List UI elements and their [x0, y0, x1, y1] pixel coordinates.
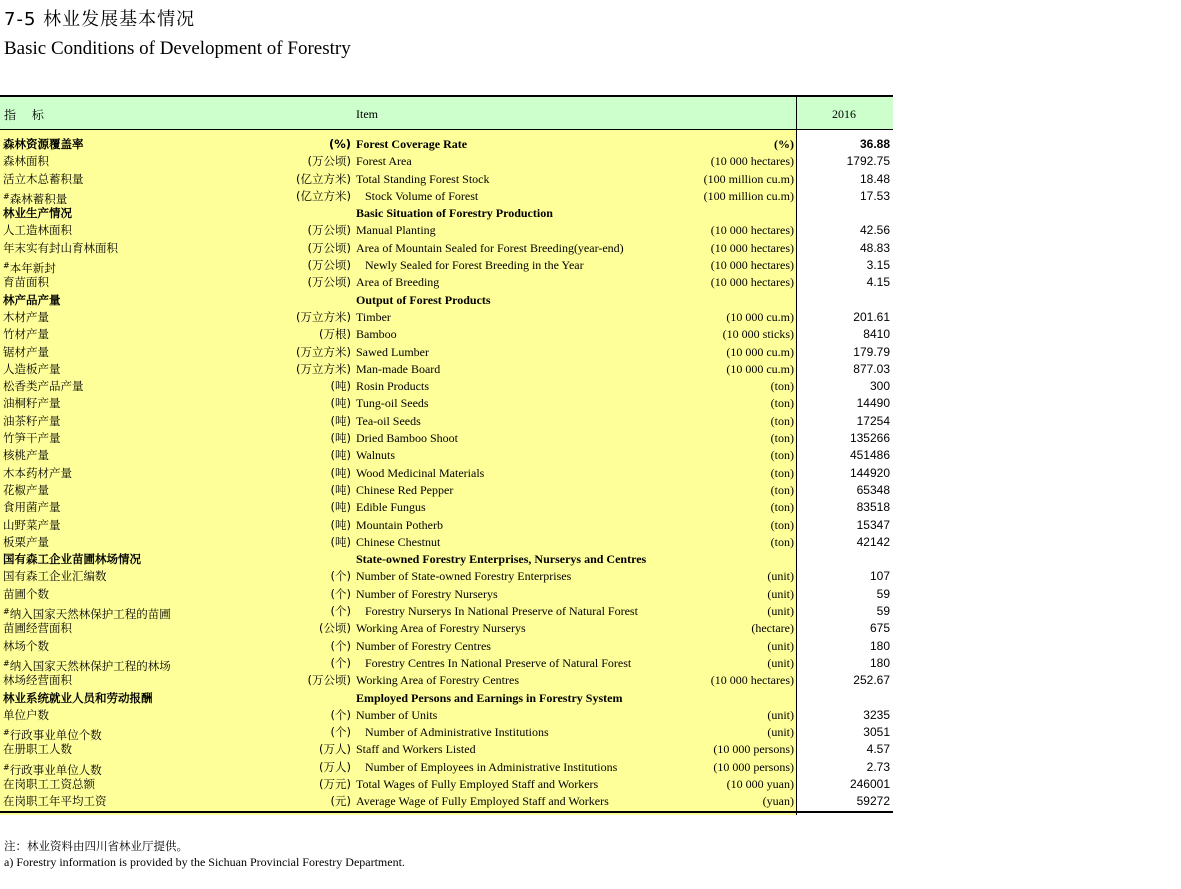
row-label-cn	[3, 690, 153, 707]
row-label-cn	[3, 793, 107, 810]
row-label-cn-text: 花椒产量	[3, 482, 49, 497]
row-unit-cn: (万公顷)	[307, 154, 351, 169]
row-unit-en: (10 000 cu.m)	[726, 344, 794, 359]
section-row	[0, 690, 893, 707]
table-row	[0, 534, 893, 551]
row-label-en: Basic Situation of Forestry Production	[356, 206, 553, 221]
row-label-cn	[3, 274, 49, 291]
row-label-cn-text: 森林资源覆盖率	[3, 137, 84, 151]
page-title-en: Basic Conditions of Development of Forestry	[4, 38, 351, 59]
row-label-en: Chinese Red Pepper	[356, 482, 454, 497]
row-unit-cn: (吨)	[330, 482, 351, 497]
row-unit-en: (ton)	[770, 379, 794, 394]
row-unit-en: (10 000 hectares)	[710, 240, 794, 255]
row-label-cn	[3, 222, 72, 239]
table-row	[0, 655, 893, 672]
row-label-en: Stock Volume of Forest	[365, 188, 479, 203]
row-unit-en: (10 000 cu.m)	[726, 309, 794, 324]
row-label-cn	[3, 517, 61, 534]
row-label-en: Forest Coverage Rate	[356, 137, 468, 151]
row-unit-cn: (吨)	[330, 517, 351, 532]
table-row	[0, 672, 893, 689]
table-row	[0, 741, 893, 758]
row-value: 14490	[856, 396, 890, 411]
row-unit-en: (ton)	[770, 431, 794, 446]
row-label-en: Bamboo	[356, 327, 397, 342]
row-label-cn-text: 人造板产量	[3, 361, 61, 376]
header-year: 2016	[832, 107, 856, 121]
row-marker: #	[3, 762, 10, 772]
row-value: 1792.75	[846, 154, 890, 169]
row-value: 17.53	[859, 188, 890, 203]
table-row	[0, 620, 893, 637]
row-label-cn	[3, 586, 49, 603]
row-marker: #	[3, 728, 10, 738]
row-label-cn-text: 林场经营面积	[3, 673, 72, 688]
table-header	[0, 97, 893, 130]
table-bottom-rule	[0, 811, 893, 813]
row-label-en: Timber	[356, 309, 391, 324]
row-label-cn-text: 行政事业单位人数	[9, 762, 102, 777]
row-label-cn	[3, 395, 61, 412]
row-label-en: Number of Units	[356, 707, 438, 722]
row-unit-en: (unit)	[767, 655, 794, 670]
row-label-cn-text: 本年新封	[9, 261, 56, 276]
row-value: 179.79	[853, 344, 890, 359]
row-label-cn-text: 林业系统就业人员和劳动报酬	[3, 690, 153, 705]
header-item: Item	[356, 107, 378, 121]
row-label-en: Area of Breeding	[356, 275, 440, 290]
row-value: 252.67	[853, 673, 890, 688]
row-unit-cn: (亿立方米)	[296, 188, 351, 203]
table-row	[0, 603, 893, 620]
row-unit-cn: (万人)	[319, 742, 351, 757]
row-unit-en: (100 million cu.m)	[703, 171, 794, 186]
row-unit-cn: (吨)	[330, 465, 351, 480]
row-label-en: State-owned Forestry Enterprises, Nurserys and Centres	[356, 552, 647, 567]
row-label-cn-text: 在册职工人数	[3, 742, 72, 757]
page-title-cn: 7-5 林业发展基本情况	[4, 9, 196, 30]
row-label-en: Mountain Potherb	[356, 517, 443, 532]
row-label-en: Forest Area	[356, 154, 412, 169]
row-label-en: Rosin Products	[356, 379, 430, 394]
row-label-en: Dried Bamboo Shoot	[356, 431, 458, 446]
row-label-cn-text: 在岗职工年平均工资	[3, 794, 107, 809]
row-value: 180	[869, 638, 890, 653]
section-row	[0, 292, 893, 309]
row-label-cn-text: 林产品产量	[3, 292, 61, 307]
row-label-cn-text: 林场个数	[3, 638, 49, 653]
row-value: 59	[876, 604, 890, 619]
row-unit-cn: (万立方米)	[296, 361, 351, 376]
row-unit-en: (ton)	[770, 448, 794, 463]
row-label-cn-text: 核桃产量	[3, 448, 49, 463]
row-label-cn-text: 木材产量	[3, 309, 49, 324]
row-label-cn-text: 国有森工企业苗圃林场情况	[3, 552, 141, 567]
row-label-cn-text: 苗圃经营面积	[3, 621, 72, 636]
table-row	[0, 378, 893, 395]
row-value: 451486	[849, 448, 890, 463]
row-value: 8410	[863, 327, 890, 342]
row-unit-cn: (吨)	[330, 448, 351, 463]
row-value: 135266	[849, 431, 890, 446]
row-unit-en: (ton)	[770, 465, 794, 480]
table-row	[0, 240, 893, 257]
row-unit-en: (ton)	[770, 413, 794, 428]
row-label-en: Number of State-owned Forestry Enterprises	[356, 569, 572, 584]
row-unit-cn: (万公顷)	[307, 673, 351, 688]
section-row	[0, 205, 893, 222]
row-label-cn	[3, 413, 61, 430]
table-row	[0, 326, 893, 343]
table-row	[0, 361, 893, 378]
row-value: 3051	[863, 725, 890, 740]
row-label-cn-text: 活立木总蓄积量	[3, 171, 84, 186]
row-label-cn-text: 竹材产量	[3, 327, 49, 342]
row-unit-en: (ton)	[770, 500, 794, 515]
row-label-en: Total Standing Forest Stock	[356, 171, 490, 186]
row-unit-cn: (公顷)	[319, 621, 351, 636]
row-label-cn-text: 山野菜产量	[3, 517, 61, 532]
row-label-cn	[3, 240, 118, 257]
row-label-en: Walnuts	[356, 448, 396, 463]
row-label-en: Staff and Workers Listed	[356, 742, 476, 757]
row-label-cn-text: 年末实有封山育林面积	[3, 240, 118, 255]
row-unit-en: (ton)	[770, 517, 794, 532]
table-row	[0, 638, 893, 655]
row-value: 180	[869, 655, 890, 670]
row-label-cn-text: 苗圃个数	[3, 586, 49, 601]
row-label-en: Newly Sealed for Forest Breeding in the Year	[365, 258, 584, 273]
row-label-cn	[3, 741, 72, 758]
row-unit-en: (100 million cu.m)	[703, 188, 794, 203]
row-label-cn-text: 森林蓄积量	[9, 191, 68, 206]
row-unit-en: (10 000 yuan)	[726, 776, 794, 791]
row-label-cn	[3, 447, 49, 464]
row-label-cn-text: 竹笋干产量	[3, 431, 61, 446]
row-unit-cn: (元)	[330, 794, 351, 809]
row-unit-cn: (亿立方米)	[296, 171, 351, 186]
row-unit-en: (10 000 hectares)	[710, 223, 794, 238]
row-label-en: Number of Employees in Administrative Institutions	[365, 759, 618, 774]
table-row	[0, 707, 893, 724]
row-label-en: Chinese Chestnut	[356, 534, 441, 549]
row-label-cn	[3, 534, 49, 551]
row-value: 3.15	[866, 258, 890, 273]
row-label-cn	[3, 638, 49, 655]
row-label-cn	[3, 378, 84, 395]
header-indicator-cn: 指 标	[4, 108, 50, 122]
row-label-cn-text: 林业生产情况	[3, 206, 72, 221]
row-label-cn-text: 人工造林面积	[3, 223, 72, 238]
row-label-cn-text: 行政事业单位个数	[9, 728, 102, 743]
row-value: 144920	[849, 465, 890, 480]
row-unit-en: (unit)	[767, 707, 794, 722]
table-row	[0, 447, 893, 464]
footnote-cn: 注：林业资料由四川省林业厅提供。	[4, 839, 188, 853]
row-value: 65348	[856, 482, 890, 497]
row-unit-en: (unit)	[767, 638, 794, 653]
table-row	[0, 430, 893, 447]
row-unit-cn: (万公顷)	[307, 258, 351, 273]
row-unit-cn: (万公顷)	[307, 275, 351, 290]
row-unit-cn: (%)	[328, 137, 351, 151]
row-label-cn-text: 食用菌产量	[3, 500, 61, 515]
row-unit-cn: (个)	[330, 638, 351, 653]
row-label-cn-text: 油茶籽产量	[3, 413, 61, 428]
row-unit-en: (yuan)	[762, 794, 794, 809]
row-unit-en: (10 000 hectares)	[710, 154, 794, 169]
row-label-cn	[3, 153, 49, 170]
row-label-en: Employed Persons and Earnings in Forestry System	[356, 690, 623, 705]
table-row	[0, 413, 893, 430]
row-unit-cn: (吨)	[330, 379, 351, 394]
row-label-cn	[3, 292, 61, 309]
row-unit-cn: (吨)	[330, 396, 351, 411]
table-row	[0, 776, 893, 793]
row-unit-en: (10 000 persons)	[713, 742, 794, 757]
row-value: 36.88	[859, 137, 890, 151]
row-value: 15347	[856, 517, 890, 532]
row-value: 18.48	[859, 171, 890, 186]
row-label-en: Forestry Nurserys In National Preserve of Natural Forest	[365, 604, 638, 619]
table-row	[0, 171, 893, 188]
row-label-cn	[3, 776, 95, 793]
table-body	[0, 130, 893, 811]
table-row	[0, 586, 893, 603]
row-unit-en: (10 000 cu.m)	[726, 361, 794, 376]
row-marker: #	[3, 658, 10, 668]
row-label-cn	[3, 551, 141, 568]
row-unit-en: (10 000 persons)	[713, 759, 794, 774]
row-label-cn	[3, 171, 84, 188]
row-label-en: Number of Forestry Nurserys	[356, 586, 498, 601]
table-row	[0, 793, 893, 810]
row-label-cn-text: 单位户数	[3, 707, 49, 722]
row-label-en: Working Area of Forestry Nurserys	[356, 621, 526, 636]
row-value: 675	[869, 621, 890, 636]
table-row	[0, 395, 893, 412]
row-value: 59272	[856, 794, 890, 809]
table-row	[0, 257, 893, 274]
table-row	[0, 724, 893, 741]
row-label-cn	[3, 620, 72, 637]
row-unit-cn: (万元)	[319, 776, 351, 791]
row-label-cn	[3, 499, 61, 516]
row-label-en: Average Wage of Fully Employed Staff and Workers	[356, 794, 609, 809]
table-row	[0, 482, 893, 499]
row-label-cn-text: 国有森工企业汇编数	[3, 569, 107, 584]
row-label-cn-text: 纳入国家天然林保护工程的苗圃	[9, 607, 171, 622]
row-label-cn-text: 锯材产量	[3, 344, 49, 359]
row-unit-cn: (个)	[330, 707, 351, 722]
row-unit-cn: (吨)	[330, 500, 351, 515]
table-row	[0, 465, 893, 482]
row-label-cn	[3, 707, 49, 724]
row-label-cn-text: 板栗产量	[3, 534, 49, 549]
table-row	[0, 344, 893, 361]
row-unit-cn: (吨)	[330, 534, 351, 549]
row-unit-en: (ton)	[770, 534, 794, 549]
footnote-en: a) Forestry information is provided by the Sichuan Provincial Forestry Department.	[4, 855, 405, 869]
row-label-en: Tung-oil Seeds	[356, 396, 429, 411]
row-unit-en: (unit)	[767, 569, 794, 584]
table-row	[0, 517, 893, 534]
row-value: 17254	[856, 413, 890, 428]
row-value: 877.03	[853, 361, 890, 376]
row-label-en: Edible Fungus	[356, 500, 426, 515]
row-label-cn-text: 木本药材产量	[3, 465, 72, 480]
row-label-cn	[3, 136, 84, 153]
table-row	[0, 499, 893, 516]
row-label-en: Wood Medicinal Materials	[356, 465, 485, 480]
row-label-en: Number of Forestry Centres	[356, 638, 491, 653]
row-label-cn	[3, 568, 107, 585]
table-row	[0, 222, 893, 239]
row-label-cn-text: 纳入国家天然林保护工程的林场	[9, 658, 171, 673]
row-value: 59	[876, 586, 890, 601]
row-marker: #	[3, 191, 10, 201]
row-value: 107	[869, 569, 890, 584]
table-row	[0, 568, 893, 585]
row-label-en: Total Wages of Fully Employed Staff and Workers	[356, 776, 599, 791]
row-label-en: Area of Mountain Sealed for Forest Breeding(year-end)	[356, 240, 624, 255]
row-unit-en: (ton)	[770, 482, 794, 497]
row-value: 246001	[849, 776, 890, 791]
forestry-table	[0, 95, 893, 811]
row-value: 2.73	[866, 759, 890, 774]
row-unit-en: (%)	[774, 137, 794, 151]
row-label-en: Number of Administrative Institutions	[365, 725, 549, 740]
row-unit-cn: (个)	[330, 604, 351, 619]
table-row	[0, 188, 893, 205]
row-value: 201.61	[853, 309, 890, 324]
row-unit-en: (ton)	[770, 396, 794, 411]
row-unit-en: (unit)	[767, 604, 794, 619]
table-row	[0, 136, 893, 153]
row-label-cn	[3, 465, 72, 482]
row-unit-cn: (万立方米)	[296, 309, 351, 324]
row-unit-cn: (万公顷)	[307, 240, 351, 255]
row-value: 4.15	[866, 275, 890, 290]
row-unit-en: (10 000 sticks)	[722, 327, 794, 342]
row-unit-cn: (个)	[330, 725, 351, 740]
row-unit-cn: (个)	[330, 569, 351, 584]
table-row	[0, 309, 893, 326]
row-unit-en: (hectare)	[751, 621, 794, 636]
row-value: 300	[869, 379, 890, 394]
row-label-cn	[3, 672, 72, 689]
table-row	[0, 759, 893, 776]
row-unit-cn: (吨)	[330, 413, 351, 428]
row-label-en: Working Area of Forestry Centres	[356, 673, 519, 688]
row-label-cn	[3, 430, 61, 447]
row-label-cn-text: 在岗职工工资总额	[3, 776, 95, 791]
row-unit-en: (unit)	[767, 725, 794, 740]
row-label-en: Manual Planting	[356, 223, 436, 238]
row-label-en: Output of Forest Products	[356, 292, 491, 307]
row-unit-cn: (个)	[330, 586, 351, 601]
row-label-cn-text: 油桐籽产量	[3, 396, 61, 411]
row-unit-en: (10 000 hectares)	[710, 673, 794, 688]
row-label-en: Man-made Board	[356, 361, 441, 376]
row-unit-cn: (万公顷)	[307, 223, 351, 238]
section-row	[0, 551, 893, 568]
table-row	[0, 274, 893, 291]
row-label-cn	[3, 361, 61, 378]
row-unit-cn: (万根)	[319, 327, 351, 342]
row-label-en: Forestry Centres In National Preserve of Natural Forest	[365, 655, 632, 670]
row-label-cn	[3, 326, 49, 343]
row-marker: #	[3, 261, 10, 271]
row-label-en: Sawed Lumber	[356, 344, 429, 359]
row-value: 48.83	[859, 240, 890, 255]
row-unit-cn: (万立方米)	[296, 344, 351, 359]
table-rows	[0, 130, 893, 811]
row-unit-cn: (万人)	[319, 759, 351, 774]
row-unit-cn: (吨)	[330, 431, 351, 446]
row-unit-en: (unit)	[767, 586, 794, 601]
row-label-cn-text: 育苗面积	[3, 275, 49, 290]
row-marker: #	[3, 607, 10, 617]
row-label-cn	[3, 309, 49, 326]
row-label-cn	[3, 482, 49, 499]
row-label-cn-text: 森林面积	[3, 154, 49, 169]
table-row	[0, 153, 893, 170]
row-value: 3235	[863, 707, 890, 722]
row-label-cn	[3, 344, 49, 361]
row-unit-cn: (个)	[330, 655, 351, 670]
row-unit-en: (10 000 hectares)	[710, 258, 794, 273]
row-value: 83518	[856, 500, 890, 515]
row-label-cn-text: 松香类产品产量	[3, 379, 84, 394]
row-value: 42142	[856, 534, 890, 549]
row-label-cn	[3, 205, 72, 222]
row-label-en: Tea-oil Seeds	[356, 413, 421, 428]
row-value: 4.57	[866, 742, 890, 757]
row-unit-en: (10 000 hectares)	[710, 275, 794, 290]
row-value: 42.56	[859, 223, 890, 238]
